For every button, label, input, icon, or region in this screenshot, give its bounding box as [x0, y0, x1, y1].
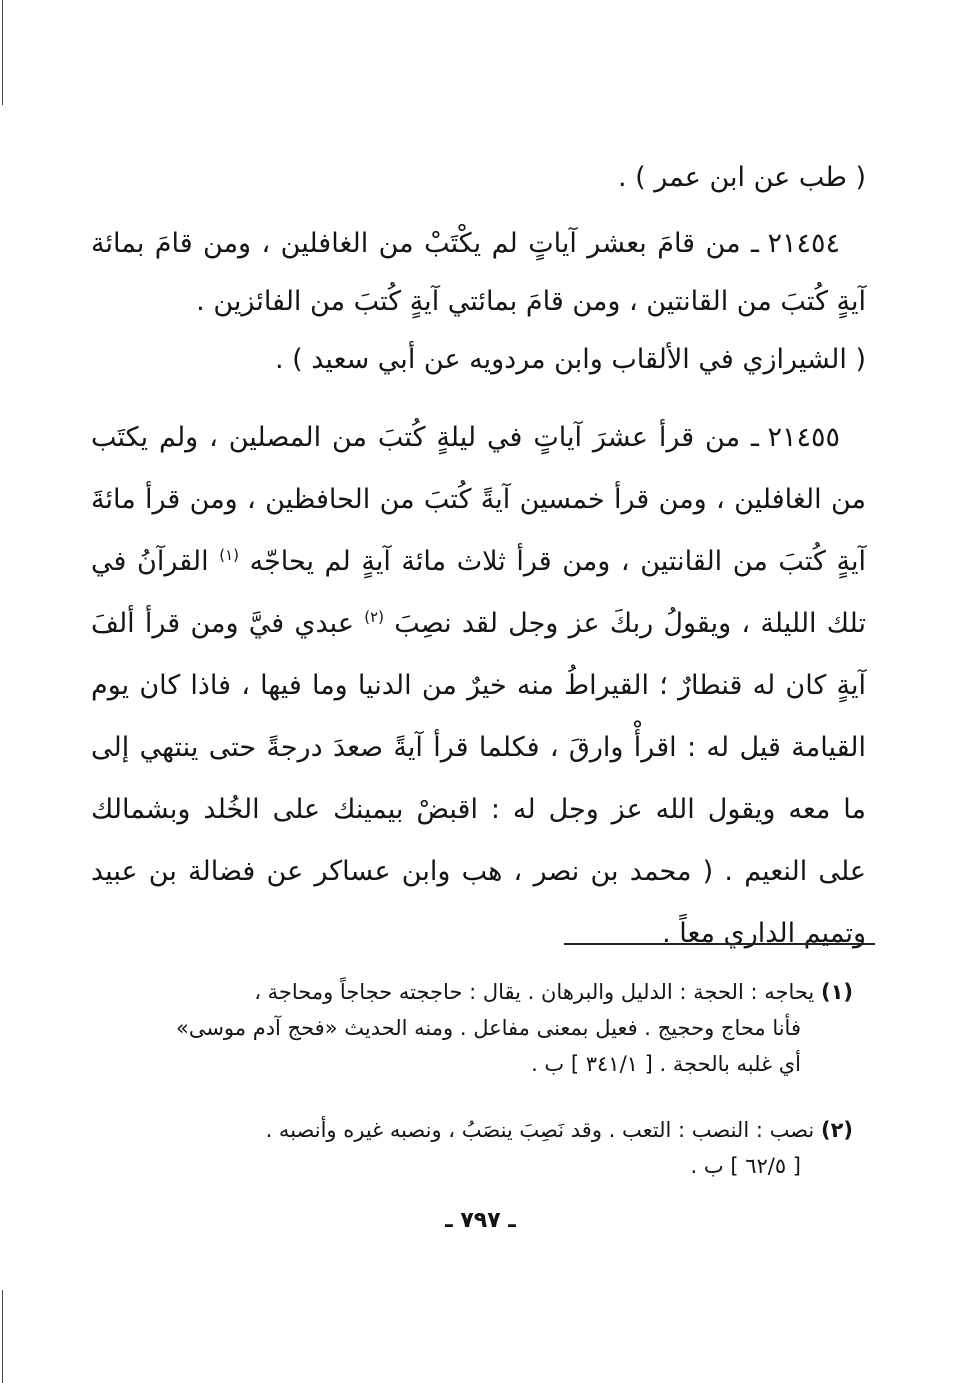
page-edge-line-top [2, 0, 3, 105]
footnote-line-1: يحاجه : الحجة : الدليل والبرهان . يقال : حاججته حجاجاً ومحاجة ، [254, 980, 815, 1004]
previous-entry-source-text: ( طب عن ابن عمر ) . [618, 162, 866, 193]
hadith-entry-21455 [91, 407, 866, 965]
footnote-marker: (٢) [820, 1118, 853, 1142]
footnote-line-1: نصب : النصب : التعب . وقد نَصِبَ ينصَبُ ، ونصبه غيره وأنصبه . [265, 1118, 815, 1142]
footnote-marker: (١) [820, 980, 853, 1004]
footnote-line-3: أي غلبه بالحجة . [ ٣٤١/١ ] ب . [531, 1052, 801, 1076]
footnote-reference-1[interactable]: (١) [219, 546, 240, 564]
entry-number: ٢١٤٥٤ ـ [750, 228, 840, 259]
footnote-1 [113, 974, 853, 1082]
entry-text: من قامَ بعشر آياتٍ لم يكْتَبْ من الغافلين ، ومن قامَ بمائة آيةٍ كُتبَ من القانتين ، ومن قامَ بمائتي آيةٍ كُتبَ من الفائزين . [91, 228, 866, 317]
footnote-reference-2[interactable]: (٢) [364, 608, 384, 626]
footnote-separator [564, 943, 875, 945]
page-edge-line-bottom [2, 1290, 3, 1383]
entry-text-part-1: من قرأ عشرَ آياتٍ في ليلةٍ كُتبَ من المصلين ، ولم يكتَب من الغافلين ، ومن قرأ خمسين آيةً كُتبَ من الحافظين ، ومن قرأ مائةَ آيةٍ كُتبَ من القانتين ، ومن قرأ ثلاث مائة آيةٍ لم يحاجّه [91, 422, 866, 577]
previous-entry-source [91, 150, 866, 206]
hadith-entry-21454 [91, 215, 866, 389]
entry-text-part-2: القرآنُ في تلك الليلة ، ويقولُ ربكَ عز وجل لقد نصِبَ [91, 546, 866, 639]
footnote-line-2: [ ٦٢/٥ ] ب . [690, 1154, 801, 1178]
entry-number: ٢١٤٥٥ ـ [750, 422, 840, 453]
entry-source: ( الشيرازي في الألقاب وابن مردويه عن أبي سعيد ) . [274, 344, 866, 375]
footnote-line-2: فأنا محاج وحجيج . فعيل بمعنى مفاعل . ومنه الحديث «فحج آدم موسى» [175, 1016, 801, 1040]
page-number: ـ ٧٩٧ ـ [445, 1208, 516, 1233]
entry-text-part-3: عبدي فيَّ ومن قرأ ألفَ آيةٍ كان له قنطارٌ ؛ القيراطُ منه خيرٌ من الدنيا وما فيها ، فاذا كان يوم القيامة قيل له : اقرأْ وارقَ ، فكلما قرأ آيةً صعدَ درجةً حتى ينتهي إلى ما معه ويقول الله عز وجل له : اقبضْ بيمينك على الخُلد وبشمالك على النعيم . [91, 608, 866, 887]
footnote-2 [113, 1112, 853, 1184]
entry-source: ( محمد بن نصر ، هب وابن عساكر عن فضالة بن عبيد وتميم الداري معاً . [91, 856, 866, 949]
